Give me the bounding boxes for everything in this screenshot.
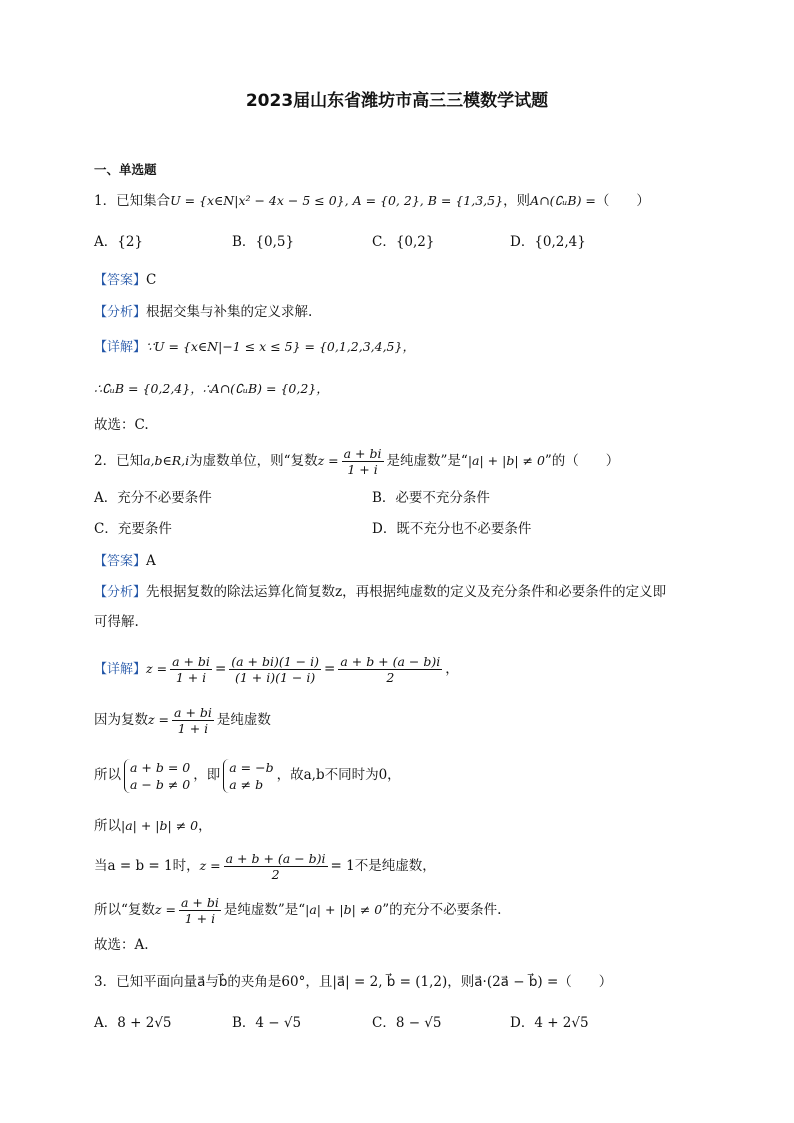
- q2-conclusion: 故选：A.: [94, 937, 149, 953]
- q2-detail-6: 所以“复数z = $\frac{a + bi}{1 + i}$ 是纯虚数”是“|a| + |b| ≠ 0”的充分不必要条件.: [94, 895, 502, 926]
- q2-answer: 【答案】A: [94, 553, 156, 569]
- q2-analysis: 【分析】先根据复数的除法运算化简复数z，再根据纯虚数的定义及充分条件和必要条件的定义即: [94, 584, 667, 600]
- q3-option-a: A．8 + 2√5: [94, 1015, 172, 1031]
- q3-option-b: B．4 − √5: [232, 1015, 302, 1031]
- fraction: $\frac{a + bi}{1 + i}$: [174, 705, 212, 736]
- q2-detail: 【详解】z = $\frac{a + bi}{1 + i}$ = $\frac{(a + bi)(1 - i)}{(1 + i)(1 - i)}$ = $\frac{a + b + (a - b)i}{2}$ ，: [94, 654, 459, 685]
- fraction: $\frac{(a + bi)(1 - i)}{(1 + i)(1 - i)}$: [231, 654, 320, 685]
- q1-stem: 1．已知集合U = {x∈N|x² − 4x − 5 ≤ 0}, A = {0, 2}, B = {1,3,5}，则A∩(∁ᵤB) =（ ）: [94, 193, 650, 209]
- q1-option-a: A．{2}: [94, 234, 144, 250]
- fraction: $\frac{a + b + (a - b)i}{2}$: [340, 654, 441, 685]
- section-heading: 一、单选题: [94, 162, 157, 177]
- q2-detail-4: 所以|a| + |b| ≠ 0，: [94, 818, 212, 834]
- equation-system: a = −b a ≠ b: [223, 759, 273, 793]
- fraction: $\frac{a + bi}{1 + i}$: [180, 895, 219, 926]
- q1-conclusion: 故选：C.: [94, 417, 149, 433]
- fraction: $\frac{a + b + (a - b)i}{2}$: [225, 851, 326, 882]
- q2-detail-3: 所以 a + b = 0 a − b ≠ 0 ，即 a = −b a ≠ b ，故a,b不同时为0，: [94, 759, 401, 792]
- q3-stem: 3．已知平面向量a⃗与b⃗的夹角是60°，且|a⃗| = 2, b⃗ = (1,2)，则a⃗·(2a⃗ − b⃗) =（ ）: [94, 974, 613, 990]
- q3-option-d: D．4 + 2√5: [510, 1015, 589, 1031]
- q2-stem: 2．已知a,b∈R,i为虚数单位，则“复数z = $\frac{a + bi}{1 + i}$ 是纯虚数”是“|a| + |b| ≠ 0”的（ ）: [94, 446, 620, 477]
- q2-option-a: A．充分不必要条件: [94, 490, 212, 506]
- q1-option-c: C．{0,2}: [372, 234, 435, 250]
- q1-detail-2: ∴∁ᵤB = {0,2,4}，∴A∩(∁ᵤB) = {0,2}，: [94, 381, 329, 396]
- q3-option-c: C．8 − √5: [372, 1015, 442, 1031]
- q2-option-b: B．必要不充分条件: [372, 490, 490, 506]
- q1-option-b: B．{0,5}: [232, 234, 295, 250]
- q1-answer: 【答案】C: [94, 272, 157, 288]
- q2-detail-2: 因为复数z = $\frac{a + bi}{1 + i}$ 是纯虚数: [94, 705, 271, 736]
- q2-analysis-2: 可得解.: [94, 614, 139, 630]
- q2-detail-5: 当a = b = 1时，z = $\frac{a + b + (a - b)i}{2}$ = 1不是纯虚数，: [94, 851, 436, 882]
- q2-option-d: D．既不充分也不必要条件: [372, 521, 532, 537]
- q1-detail: 【详解】∵U = {x∈N|−1 ≤ x ≤ 5} = {0,1,2,3,4,5}，: [94, 339, 415, 355]
- fraction: $\frac{a + bi}{1 + i}$: [172, 654, 210, 685]
- q2-option-c: C．充要条件: [94, 521, 172, 537]
- q1-analysis: 【分析】根据交集与补集的定义求解.: [94, 304, 313, 320]
- fraction: $\frac{a + bi}{1 + i}$: [343, 446, 382, 477]
- equation-system: a + b = 0 a − b ≠ 0: [124, 759, 190, 793]
- page-title: 2023届山东省潍坊市高三三模数学试题: [245, 91, 549, 111]
- q1-option-d: D．{0,2,4}: [510, 234, 586, 250]
